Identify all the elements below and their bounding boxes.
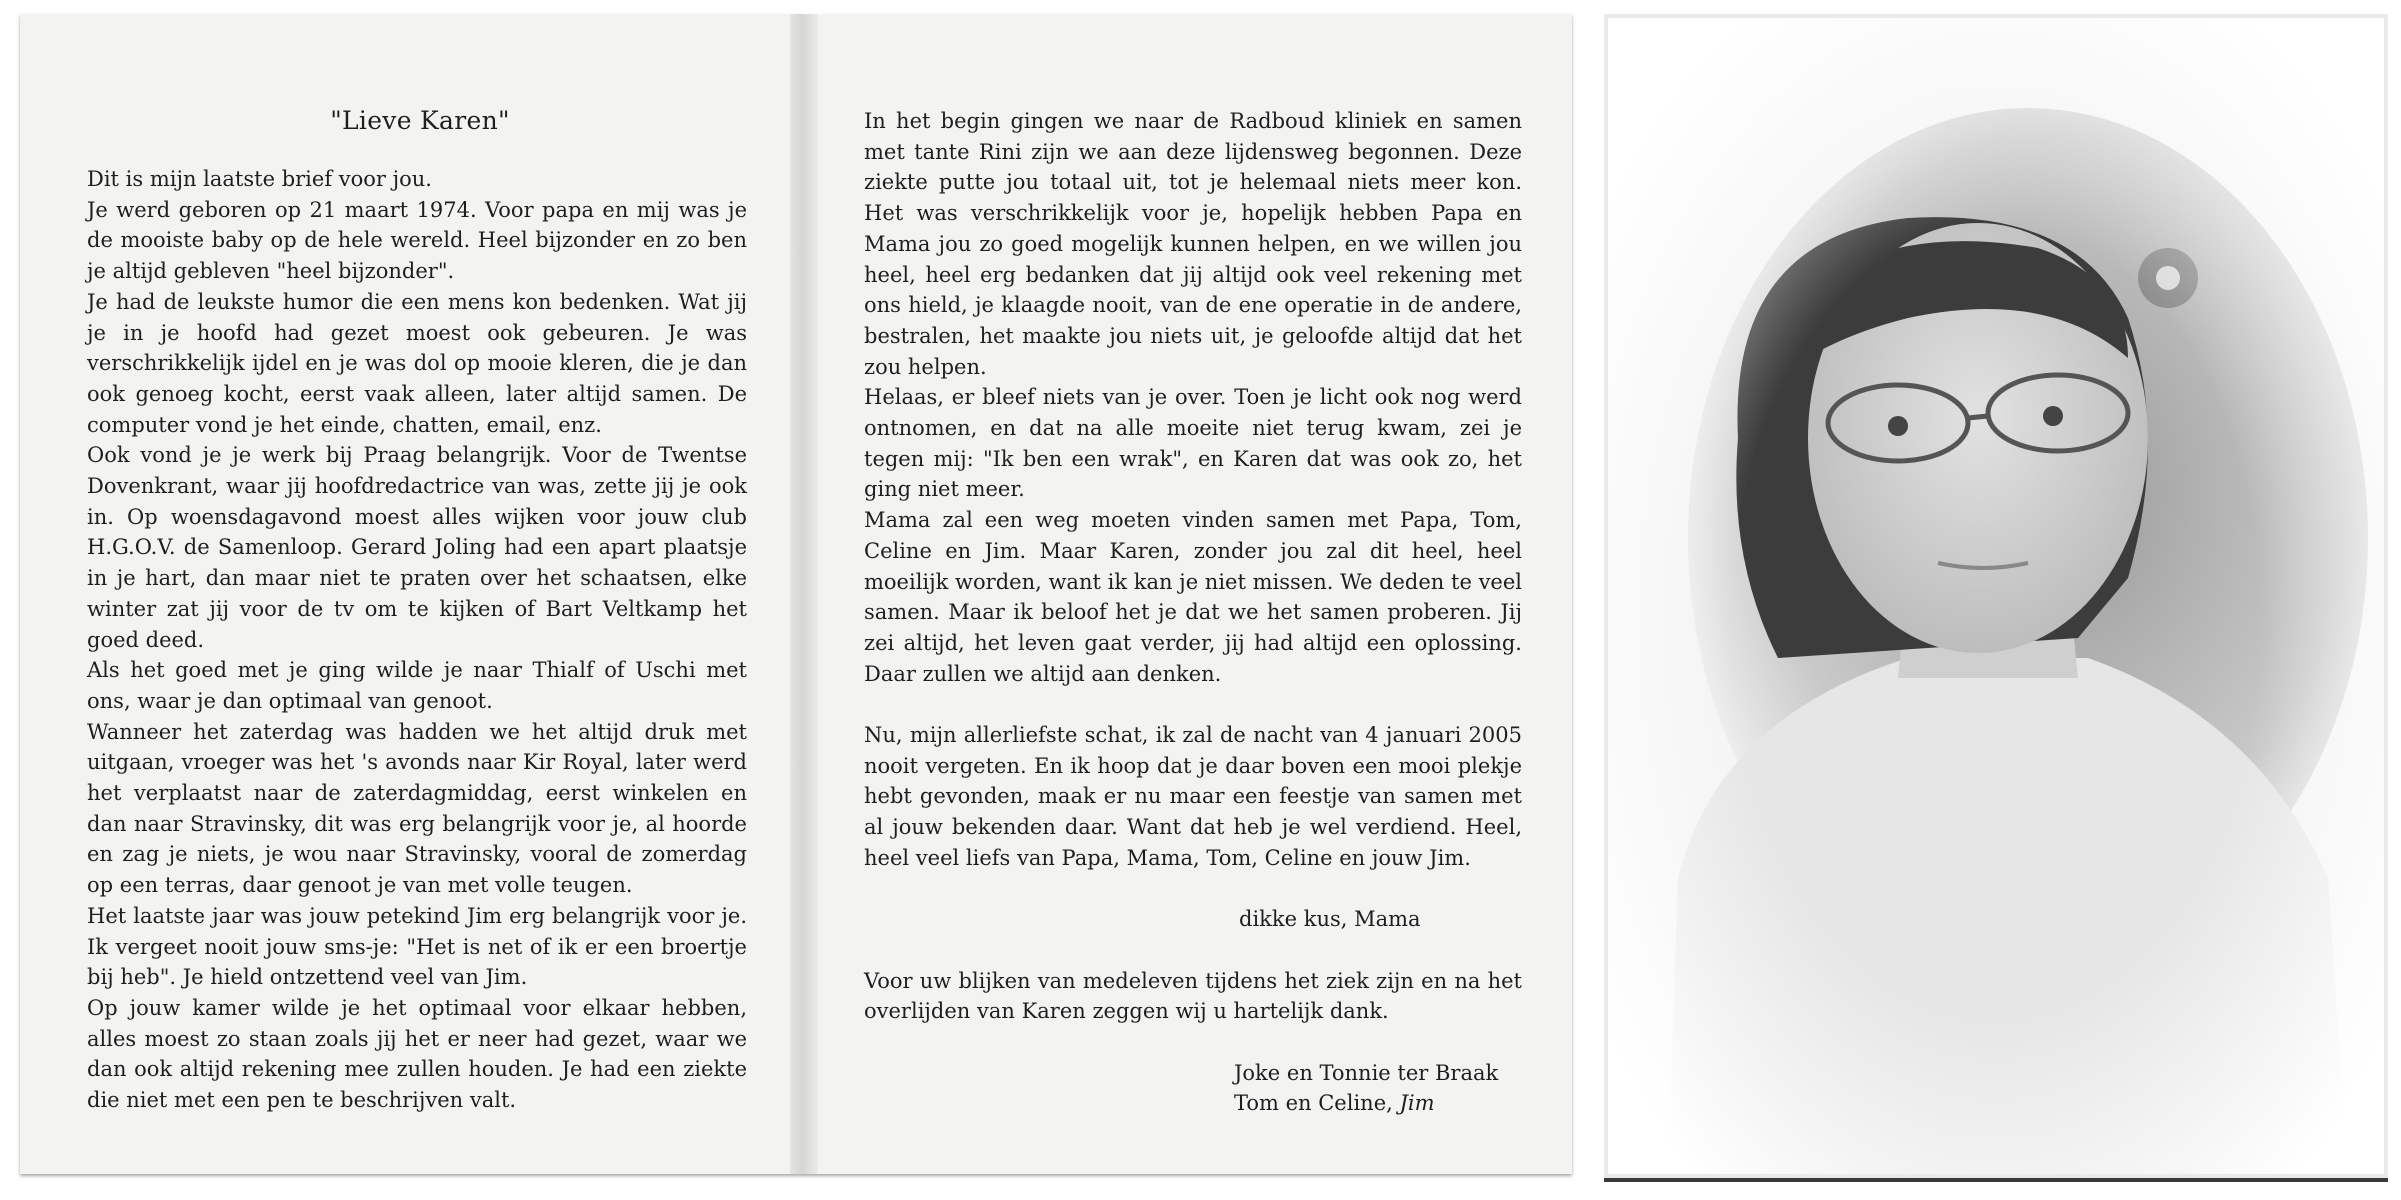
paragraph: Op jouw kamer wilde je het optimaal voor elkaar hebben, alles moest zo staan zoals jij het er neer had gezet, waar we dan ook altijd rekening mee zullen houden. Je had een ziekte die niet met een pen te beschrijven valt. <box>87 995 747 1113</box>
signature-line-1: Joke en Tonnie ter Braak <box>1234 1060 1499 1085</box>
card-fold <box>790 14 818 1174</box>
paragraph: In het begin gingen we naar de Radboud kliniek en samen met tante Rini zijn we aan deze lijdensweg begonnen. Deze ziekte putte jou totaal uit, tot je helemaal niets meer kon. Het was verschrikkelijk voor je, hopelijk hebben Papa en Mama jou zo goed mogelijk kunnen helpen, en we willen jou heel, heel erg bedanken dat jij altijd ook veel rekening met ons hield, je klaagde nooit, van de ene operatie in de andere, bestralen, het maakte jou niets uit, je geloofde altijd dat het zou helpen. <box>864 109 1522 379</box>
spacer <box>864 689 1522 720</box>
middle-page-text <box>864 106 1522 1119</box>
paragraph: Nu, mijn allerliefste schat, ik zal de nacht van 4 januari 2005 nooit vergeten. En ik hoop dat je daar boven een mooi plekje hebt gevonden, maak er nu maar een feestje van samen met al jouw bekenden daar. Want dat heb je wel verdiend. Heel, heel veel liefs van Papa, Mama, Tom, Celine en jouw Jim. <box>864 723 1522 870</box>
spacer <box>864 1027 1522 1058</box>
paragraph: Je had de leukste humor die een mens kon bedenken. Wat jij je in je hoofd had gezet moest ook gebeuren. Je was verschrikkelijk ijdel en je was dol op mooie kleren, die je dan ook genoeg kocht, eerst vaak alleen, later altijd samen. De computer vond je het einde, chatten, email, enz. <box>87 289 747 437</box>
spacer <box>864 874 1522 905</box>
closing-line: dikke kus, Mama <box>1239 907 1421 932</box>
letter-title: "Lieve Karen" <box>330 106 510 135</box>
paragraph: Helaas, er bleef niets van je over. Toen je licht ook nog werd ontnomen, en dat na alle moeite niet terug kwam, zei je tegen mij: "Ik ben een wrak", en Karen dat was ook zo, het ging niet meer. <box>864 385 1522 502</box>
paragraph: Het laatste jaar was jouw petekind Jim erg belangrijk voor je. Ik vergeet nooit jouw sms-je: "Het is net of ik er een broertje bij heb". Je hield ontzettend veel van Jim. <box>87 903 747 990</box>
left-page-text <box>87 164 747 1116</box>
spacer <box>864 935 1522 966</box>
paragraph: Wanneer het zaterdag was hadden we het altijd druk met uitgaan, vroeger was het 's avonds naar Kir Royal, later werd het verplaatst naar de zaterdagmiddag, eerst winkelen en dan naar Stravinsky, dit was erg belangrijk voor je, al hoorde en zag je niets, je wou naar Stravinsky, vooral de zomerdag op een terras, daar genoot je van met volle teugen. <box>87 719 747 898</box>
signature-name-jim: Jim <box>1399 1091 1435 1116</box>
paragraph: Als het goed met je ging wilde je naar Thialf of Uschi met ons, waar je dan optimaal van genoot. <box>87 658 747 713</box>
portrait-image <box>1608 18 2384 1174</box>
paragraph: Mama zal een weg moeten vinden samen met Papa, Tom, Celine en Jim. Maar Karen, zonder jou zal dit heel, heel moeilijk worden, want ik kan je niet missen. We deden te veel samen. Maar ik beloof het je dat we het samen proberen. Jij zei altijd, het leven gaat verder, jij had altijd een oplossing. Daar zullen we altijd aan denken. <box>864 508 1522 686</box>
paragraph: Je werd geboren op 21 maart 1974. Voor papa en mij was je de mooiste baby op de hele wereld. Heel bijzonder en zo ben je altijd gebleven "heel bijzonder". <box>87 197 747 284</box>
thanks-paragraph: Voor uw blijken van medeleven tijdens het ziek zijn en na het overlijden van Karen zeggen wij u hartelijk dank. <box>864 968 1522 1024</box>
signature-names: Tom en Celine, <box>1234 1091 1393 1116</box>
paragraph: Ook vond je je werk bij Praag belangrijk. Voor de Twentse Dovenkrant, waar jij hoofdredactrice van was, zette jij je ook in. Op woensdagavond moest alles wijken voor jouw club H.G.O.V. de Samenloop. Gerard Joling had een apart plaatsje in je hart, dan maar niet te praten over het schaatsen, elke winter zat jij voor de tv om te kijken of Bart Veltkamp het goed deed. <box>87 443 747 652</box>
memorial-card-inside <box>20 14 1572 1174</box>
signature-line-2 <box>864 1088 1522 1119</box>
portrait-photo <box>1608 18 2384 1174</box>
paragraph: Dit is mijn laatste brief voor jou. <box>87 167 432 191</box>
